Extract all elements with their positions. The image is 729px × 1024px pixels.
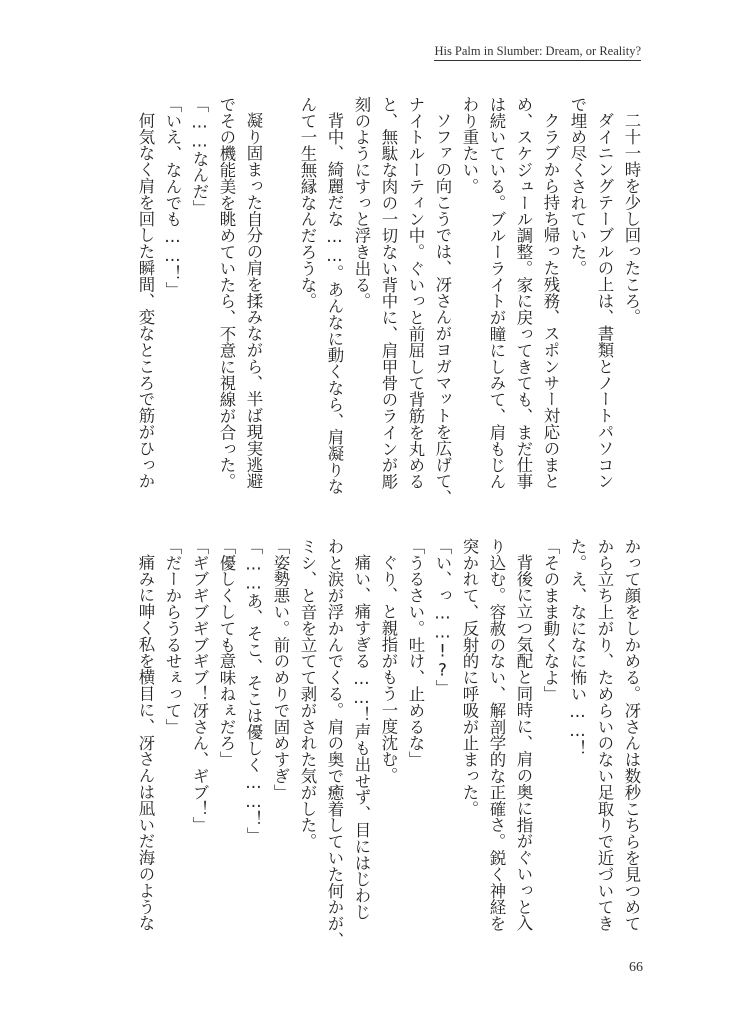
- text-line: 痛みに呻く私を横目に、冴さんは凪いだ海のような: [136, 554, 155, 932]
- text-line: 「……なんだ」: [190, 96, 209, 216]
- text-line: 「姿勢悪い。前のめりで固めすぎ」: [271, 538, 290, 801]
- text-line: 「ギブギブギブギブ！冴さん、ギブ！」: [190, 538, 209, 834]
- text-line: 「優しくしても意味ねぇだろ」: [217, 538, 236, 768]
- text-line: 「そのまま動くなよ」: [541, 538, 560, 702]
- text-line: 「だーからうるせぇって」: [163, 538, 182, 735]
- text-line: た。え、なになに怖い……！: [568, 538, 587, 757]
- text-line: ミシ、と音を立てて剥がされた気がした。: [298, 538, 317, 850]
- text-line: ソファの向こうでは、冴さんがヨガマットを広げて、: [433, 112, 452, 506]
- text-line: は続いている。ブルーライトが瞳にしみて、肩もじん: [487, 96, 506, 490]
- text-line: 凝り固まった自分の肩を揉みながら、半ば現実逃避: [244, 112, 263, 490]
- text-line: り込む。容赦のない、解剖学的な正確さ。鋭く神経を: [487, 538, 506, 932]
- text-line: 「……あ、そこ、そこは優しく……！」: [244, 538, 263, 844]
- text-line: ダイニングテーブルの上は、書類とノートパソコン: [595, 112, 614, 490]
- text-line: 「いえ、なんでも……！」: [163, 96, 182, 298]
- text-line: 「い、っ……!?」: [433, 538, 452, 696]
- text-line: 何気なく肩を回した瞬間、変なところで筋がひっか: [136, 112, 155, 490]
- text-block-bottom: [132, 538, 645, 948]
- text-line: クラブから持ち帰った残務、スポンサー対応のまと: [541, 112, 560, 490]
- text-line: かって顔をしかめる。冴さんは数秒こちらを見つめて: [622, 538, 641, 932]
- text-line: 「うるさい。吐け、止めるな」: [406, 538, 425, 768]
- text-line: でその機能美を眺めていたら、不意に視線が合った。: [217, 96, 236, 490]
- text-line: んて一生無縁なんだろうな。: [298, 96, 317, 310]
- text-line: 痛い、痛すぎる……！声も出せず、目にはじわじ: [352, 554, 371, 921]
- text-line: わり重たい。: [460, 96, 479, 195]
- running-head: His Palm in Slumber: Dream, or Reality?: [434, 44, 641, 61]
- text-line: わと涙が浮かんでくる。肩の奥で癒着していた何かが、: [325, 538, 344, 948]
- scene-break: [267, 96, 294, 496]
- text-line: 刻のようにすっと浮き出る。: [352, 96, 371, 310]
- text-line: 二十一時を少し回ったころ。: [622, 112, 641, 326]
- text-line: 突かれて、反射的に呼吸が止まった。: [460, 538, 479, 817]
- page-number: 66: [629, 960, 643, 975]
- text-line: で埋め尽くされていた。: [568, 96, 587, 277]
- text-line: 背後に立つ気配と同時に、肩の奥に指がぐいっと入: [514, 554, 533, 932]
- text-line: と、無駄な肉の一切ない背中に、肩甲骨のラインが彫: [379, 96, 398, 490]
- text-block-top: [132, 96, 645, 506]
- text-line: ぐり、と親指がもう一度沈む。: [379, 554, 398, 784]
- text-line: ナイトルーティン中。ぐいっと前屈して背筋を丸める: [406, 96, 425, 490]
- text-line: から立ち上がり、ためらいのない足取りで近づいてき: [595, 538, 614, 932]
- text-line: 背中、綺麗だな……。あんなに動くなら、肩凝りな: [325, 112, 344, 495]
- text-line: め、スケジュール調整。家に戻ってきても、まだ仕事: [514, 96, 533, 490]
